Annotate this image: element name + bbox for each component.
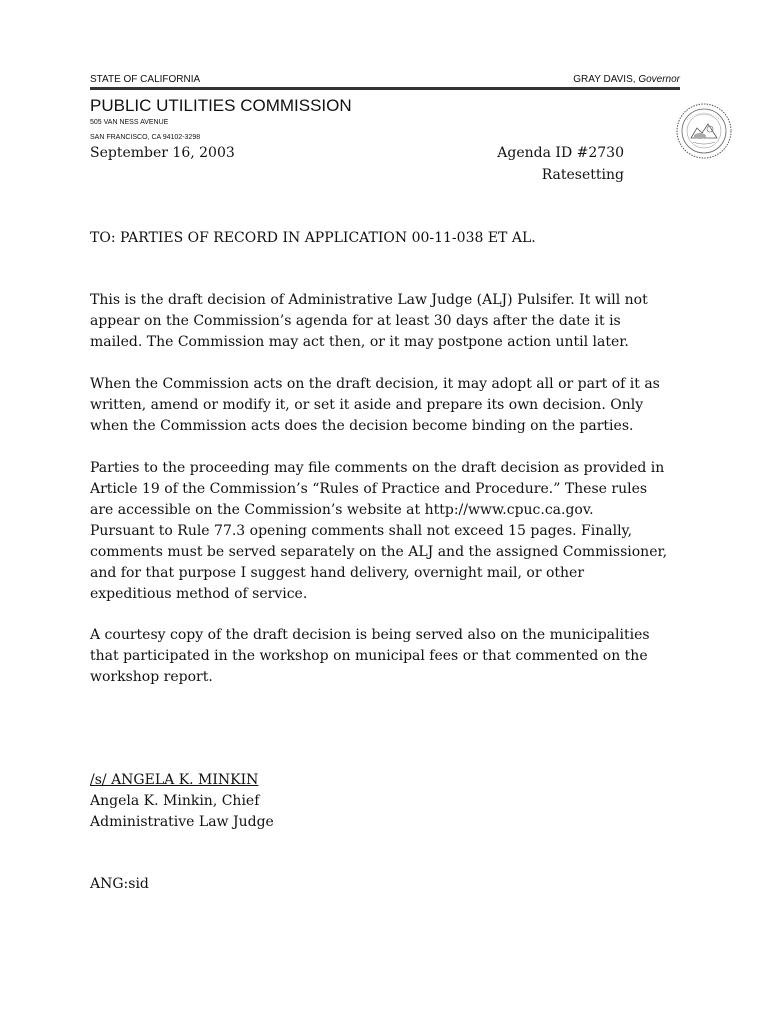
state-seal-icon [675,102,733,160]
paragraph-line: comments must be served separately on the ALJ and the assigned Commissioner, [90,544,668,560]
paragraph-line: Parties to the proceeding may file comments on the draft decision as provided in [90,460,665,476]
address-line-2: SAN FRANCISCO, CA 94102-3298 [90,134,201,141]
paragraph-comments [90,458,690,605]
letterhead-divider [90,87,680,90]
reference-initials: ANG:sid [90,876,149,892]
paragraph-line: are accessible on the Commission’s website at http://www.cpuc.ca.gov. [90,502,594,518]
governor-name: GRAY DAVIS, [573,74,636,85]
paragraph-line: appear on the Commission’s agenda for at least 30 days after the date it is [90,313,621,329]
paragraph-line: Pursuant to Rule 77.3 opening comments shall not exceed 15 pages. Finally, [90,523,633,539]
paragraph-line: mailed. The Commission may act then, or it may postpone action until later. [90,334,629,350]
proceeding-category: Ratesetting [541,167,624,183]
to-line: TO: PARTIES OF RECORD IN APPLICATION 00-11-038 ET AL. [90,230,536,246]
paragraph-line: that participated in the workshop on municipal fees or that commented on the [90,648,648,664]
signer-name: Angela K. Minkin, Chief [90,793,260,809]
paragraph-draft-decision [90,290,690,353]
paragraph-line: When the Commission acts on the draft decision, it may adopt all or part of it as [90,376,660,392]
governor-title: Governor [638,74,680,85]
paragraph-line: workshop report. [90,669,213,685]
paragraph-line: and for that purpose I suggest hand delivery, overnight mail, or other [90,565,585,581]
agenda-id: Agenda ID #2730 [497,145,624,161]
paragraph-commission-action [90,374,690,437]
paragraph-line: This is the draft decision of Administrative Law Judge (ALJ) Pulsifer. It will not [90,292,648,308]
signature-line: /s/ ANGELA K. MINKIN [90,772,259,788]
state-label: STATE OF CALIFORNIA [90,74,201,85]
paragraph-line: expeditious method of service. [90,586,308,602]
signer-title: Administrative Law Judge [90,814,274,830]
paragraph-line: written, amend or modify it, or set it aside and prepare its own decision. Only [90,397,644,413]
paragraph-line: Article 19 of the Commission’s “Rules of Practice and Procedure.” These rules [90,481,648,497]
letter-date: September 16, 2003 [90,145,235,161]
governor-label [573,74,680,85]
paragraph-courtesy-copy [90,625,690,688]
commission-name: PUBLIC UTILITIES COMMISSION [90,96,352,115]
paragraph-line: when the Commission acts does the decision become binding on the parties. [90,418,634,434]
paragraph-line: A courtesy copy of the draft decision is being served also on the municipalities [90,627,650,643]
address-line-1: 505 VAN NESS AVENUE [90,119,169,126]
